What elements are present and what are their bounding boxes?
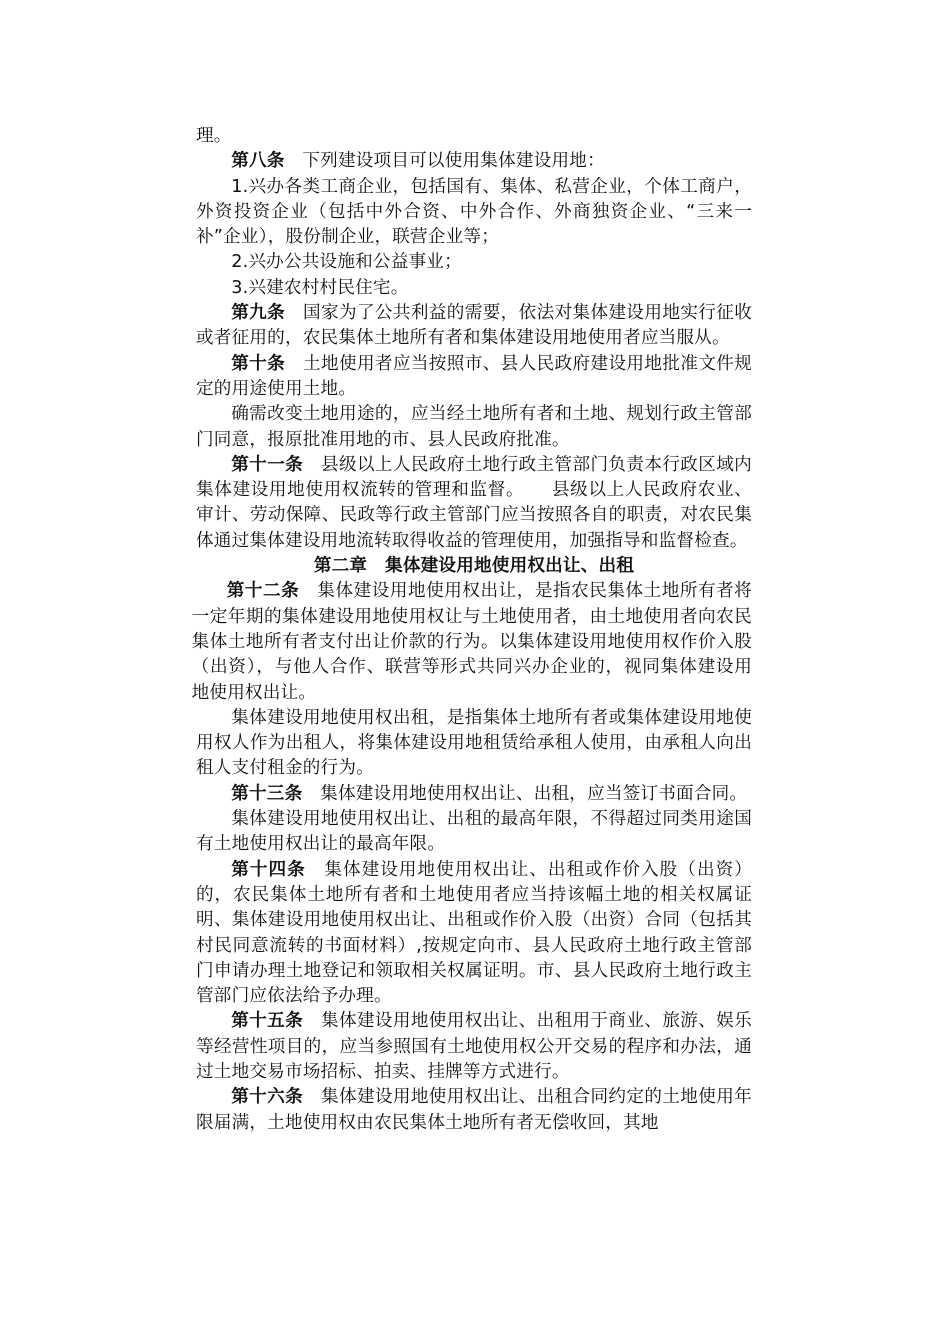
paragraph: 集体建设用地使用权出让、出租的最高年限，不得超过同类用途国有土地使用权出让的最高年限。 [196,809,752,855]
article-number: 第十条 [231,353,286,374]
article-9: 第九条 国家为了公共利益的需要，依法对集体建设用地实行征收或者征用的，农民集体土地所有者和集体建设用地使用者应当服从。 [196,303,753,349]
paragraph: 理。 [196,126,232,146]
list-item: 2.兴办公共设施和公益事业； [231,252,462,273]
article-11: 第十一条 县级以上人民政府土地行政主管部门负责本行政区域内集体建设用地使用权流转的管理和监督。 县级以上人民政府农业、审计、劳动保障、民政等行政主管部门应当按照各自的职责，对农民集体通过集体建设用地流转取得收益的管理使用，加强指导和监督检查。 [196,454,752,551]
document-body [191,124,753,1136]
article-number: 第十五条 [231,1011,304,1032]
article-number: 第九条 [231,303,286,324]
article-number: 第十二条 [226,581,300,602]
article-15: 第十五条 集体建设用地使用权出让、出租用于商业、旅游、娱乐等经营性项目的，应当参照国有土地使用权公开交易的程序和办法，通过土地交易市场招标、拍卖、挂牌等方式进行。 [196,1011,752,1082]
article-number: 第十六条 [231,1087,304,1108]
article-12: 第十二条 集体建设用地使用权出让，是指农民集体土地所有者将一定年期的集体建设用地使用权让与土地使用者，由土地使用者向农民集体土地所有者支付出让价款的行为。以集体建设用地使用权作价入股（出资），与他人合作、联营等形式共同兴办企业的，视同集体建设用地使用权出让。 [191,581,752,703]
article-13: 第十三条 集体建设用地使用权出让、出租，应当签订书面合同。 [231,783,748,804]
article-number: 第十四条 [231,859,306,880]
article-number: 第十一条 [231,454,304,475]
article-8: 第八条 下列建设项目可以使用集体建设用地： [231,151,605,172]
article-14: 第十四条 集体建设用地使用权出让、出租或作价入股（出资）的，农民集体土地所有者和土地使用者应当持该幅土地的相关权属证明、集体建设用地使用权出让、出租或作价入股（出资）合同（包括其村民同意流转的书面材料）,按规定向市、县人民政府土地行政主管部门申请办理土地登记和领取相关权属证明。市、县人民政府土地行政主管部门应依法给予办理。 [196,859,752,1007]
article-number: 第八条 [231,151,285,172]
chapter-heading: 第二章 集体建设用地使用权出让、出租 [313,556,635,577]
list-item: 3.兴建农村村民住宅。 [231,277,409,298]
paragraph: 集体建设用地使用权出租，是指集体土地所有者或集体建设用地使用权人作为出租人，将集体建设用地租赁给承租人使用，由承租人向出租人支付租金的行为。 [196,707,752,779]
article-10: 第十条 土地使用者应当按照市、县人民政府建设用地批准文件规定的用途使用土地。 [196,353,753,399]
list-item: 1.兴办各类工商企业，包括国有、集体、私营企业，个体工商户，外资投资企业（包括中外合资、中外合作、外商独资企业、“三来一补”企业），股份制企业，联营企业等； [196,176,752,248]
article-16: 第十六条 集体建设用地使用权出让、出租合同约定的土地使用年限届满，土地使用权由农民集体土地所有者无偿收回，其地 [196,1087,752,1133]
article-number: 第十三条 [231,783,303,804]
paragraph: 确需改变土地用途的，应当经土地所有者和土地、规划行政主管部门同意，报原批准用地的市、县人民政府批准。 [196,404,752,450]
